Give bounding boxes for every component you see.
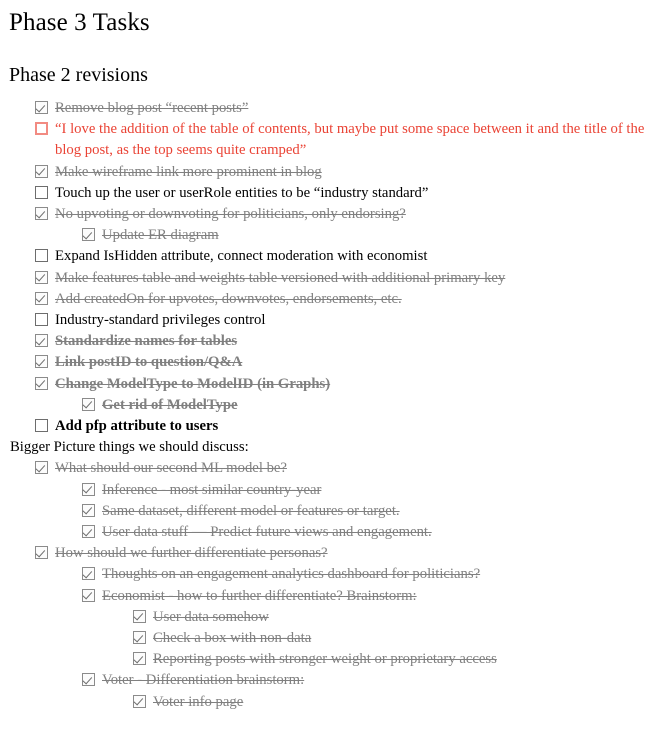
task-item[interactable] [0,670,660,691]
task-item[interactable] [0,564,660,585]
checkbox-checked-icon[interactable] [35,165,48,178]
task-checklist [0,87,660,713]
task-item[interactable] [0,586,660,607]
task-item-label: Remove blog post “recent posts” [55,100,249,116]
task-item[interactable] [0,437,660,458]
checkbox-checked-icon[interactable] [35,334,48,347]
task-item[interactable] [0,331,660,352]
checkbox-checked-icon[interactable] [35,546,48,559]
task-item[interactable] [0,607,660,628]
task-item[interactable] [0,628,660,649]
task-item-label: Economist - how to further differentiate? Brainstorm: [102,587,417,604]
task-item[interactable] [0,162,660,183]
task-item-label: No upvoting or downvoting for politicians, only endorsing? [55,206,406,223]
task-item-label: Update ER diagram [102,227,219,244]
section-heading: Phase 2 revisions [9,64,148,86]
task-item-label: Get rid of ModelType [102,396,238,413]
task-item[interactable] [0,246,660,267]
task-item-label: Add pfp attribute to users [55,418,219,435]
task-item-label: Inference - most similar country-year [102,481,322,498]
checkbox-unchecked-icon[interactable] [35,122,48,135]
checkbox-checked-icon[interactable] [35,292,48,305]
checkbox-checked-icon[interactable] [82,567,95,580]
task-item-label: Reporting posts with stronger weight or proprietary access [153,651,497,668]
task-item-label: Standardize names for tables [55,333,238,350]
task-item-label: Thoughts on an engagement analytics dashboard for politicians? [102,566,481,583]
task-item[interactable] [0,543,660,564]
checkbox-checked-icon[interactable] [35,101,48,114]
task-item-label: Make features table and weights table versioned with additional primary key [55,269,506,286]
checkbox-unchecked-icon[interactable] [35,186,48,199]
task-item[interactable] [0,458,660,479]
task-item[interactable] [0,416,660,437]
task-item[interactable] [0,268,660,289]
task-item[interactable] [0,310,660,331]
task-item[interactable] [0,204,660,225]
checkbox-unchecked-icon[interactable] [35,313,48,326]
task-item[interactable] [0,374,660,395]
task-item[interactable] [0,649,660,670]
task-item-label: Bigger Picture things we should discuss: [10,439,249,456]
checkbox-checked-icon[interactable] [82,589,95,602]
task-item[interactable] [0,289,660,310]
checkbox-checked-icon[interactable] [82,504,95,517]
checkbox-checked-icon[interactable] [82,398,95,411]
task-item[interactable] [0,395,660,416]
checkbox-checked-icon[interactable] [82,483,95,496]
task-item-label: Link postID to question/Q&A [55,354,243,371]
checkbox-checked-icon[interactable] [133,610,146,623]
task-item-label: “I love the addition of the table of contents, but maybe put some space between it and the title of the blog post, as the top seems quite cramped” [55,121,645,159]
task-item[interactable] [0,119,660,161]
task-item[interactable] [0,522,660,543]
task-item[interactable] [0,352,660,373]
task-item-label: Check a box with non-data [153,630,312,647]
task-item-label: Make wireframe link more prominent in blog [55,163,322,180]
checkbox-checked-icon[interactable] [133,695,146,708]
task-item[interactable] [0,692,660,713]
checkbox-unchecked-icon[interactable] [35,419,48,432]
checkbox-checked-icon[interactable] [82,228,95,241]
task-item-label: How should we further differentiate personas? [55,545,328,562]
task-item[interactable] [0,501,660,522]
task-item[interactable] [0,98,660,119]
checkbox-checked-icon[interactable] [35,207,48,220]
checkbox-checked-icon[interactable] [82,525,95,538]
checkbox-checked-icon[interactable] [35,461,48,474]
task-item[interactable] [0,480,660,501]
task-item-label: Change ModelType to ModelID (in Graphs) [55,375,331,392]
task-item[interactable] [0,225,660,246]
checkbox-checked-icon[interactable] [35,271,48,284]
task-item-label: Industry-standard privileges control [55,312,266,329]
task-item-label: User data somehow [153,608,269,625]
checkbox-checked-icon[interactable] [133,652,146,665]
checkbox-checked-icon[interactable] [133,631,146,644]
checkbox-unchecked-icon[interactable] [35,249,48,262]
task-item-label: Add createdOn for upvotes, downvotes, endorsements, etc. [55,290,402,307]
task-item-label: User data stuff — Predict future views and engagement. [102,524,432,541]
task-item-label: What should our second ML model be? [55,460,287,477]
task-item-label: Same dataset, different model or features or target. [102,502,400,519]
task-item[interactable] [0,183,660,204]
task-item-label: Voter info page [153,693,244,710]
checkbox-checked-icon[interactable] [82,673,95,686]
task-item-label: Expand IsHidden attribute, connect moderation with economist [55,248,428,265]
checkbox-checked-icon[interactable] [35,377,48,390]
checkbox-checked-icon[interactable] [35,355,48,368]
page-title: Phase 3 Tasks [9,9,150,36]
task-item-label: Voter - Differentiation brainstorm: [102,672,305,689]
task-item-label: Touch up the user or userRole entities to be “industry standard” [55,184,429,201]
